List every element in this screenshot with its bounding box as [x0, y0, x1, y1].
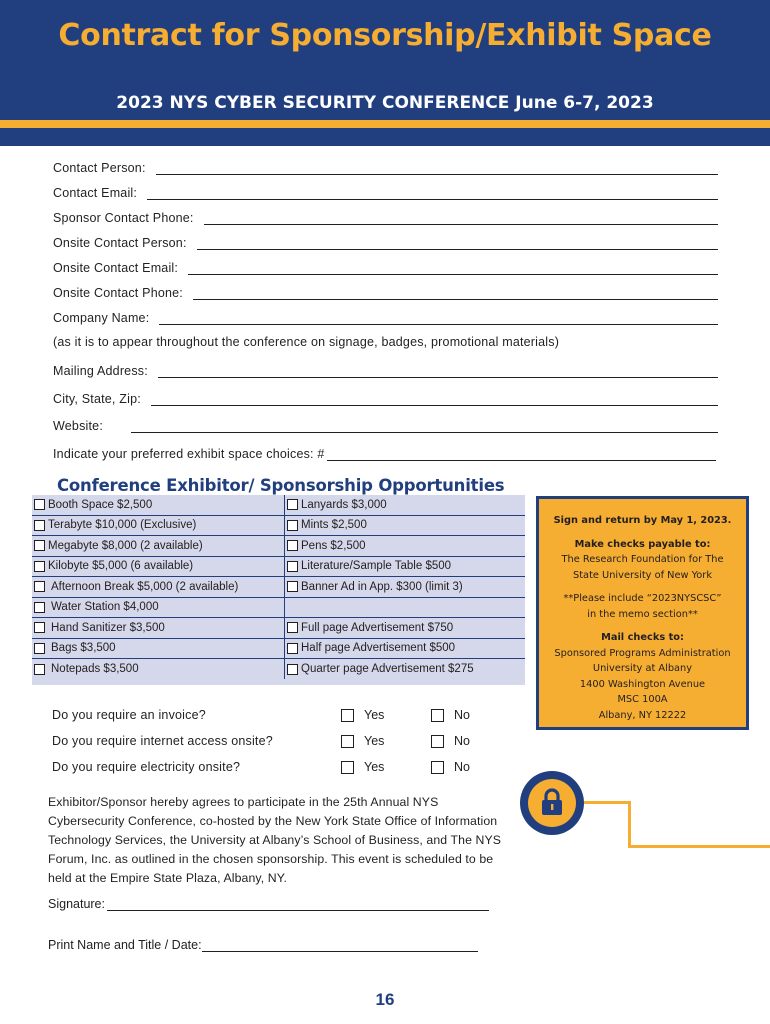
field-label: Mailing Address: [53, 364, 148, 378]
option-internet-yes[interactable] [341, 734, 384, 748]
field-label: City, State, Zip: [53, 392, 141, 406]
address-line: MSC 100A [617, 694, 668, 705]
checkbox[interactable] [287, 664, 298, 675]
opportunity-row[interactable] [285, 577, 525, 598]
opportunity-label: Booth Space $2,500 [48, 498, 153, 511]
opportunity-label: Banner Ad in App. $300 (limit 3) [301, 580, 463, 593]
opportunity-label: Bags $3,500 [51, 642, 116, 655]
option-label: No [454, 760, 470, 774]
opportunities-right-column [284, 495, 525, 679]
option-internet-no[interactable] [431, 734, 470, 748]
fill-line[interactable] [156, 163, 718, 175]
memo-line: in the memo section** [587, 608, 698, 620]
conference-subtitle: 2023 NYS CYBER SECURITY CONFERENCE June 6-7, 2023 [116, 93, 654, 113]
option-electricity-yes[interactable] [341, 760, 384, 774]
sign-return-note: Sign and return by May 1, 2023. [553, 515, 732, 526]
checkbox[interactable] [287, 622, 298, 633]
opportunity-label: Terabyte $10,000 (Exclusive) [48, 519, 197, 532]
question-internet: Do you require internet access onsite? [52, 734, 273, 748]
opportunity-row[interactable] [32, 639, 284, 660]
question-invoice: Do you require an invoice? [52, 708, 206, 722]
fill-line[interactable] [131, 421, 718, 433]
fill-line[interactable] [147, 188, 718, 200]
checkbox[interactable] [34, 520, 45, 531]
question-electricity: Do you require electricity onsite? [52, 760, 241, 774]
field-onsite-person[interactable] [53, 234, 718, 250]
opportunity-row[interactable] [32, 577, 284, 598]
header-stripe [0, 120, 770, 128]
checkbox[interactable] [287, 643, 298, 654]
opportunity-label: Afternoon Break $5,000 (2 available) [51, 580, 239, 593]
opportunities-title: Conference Exhibitor/ Sponsorship Opportunities [57, 476, 505, 495]
checkbox[interactable] [34, 540, 45, 551]
address-line: Sponsored Programs Administration [554, 647, 731, 659]
checkbox[interactable] [34, 643, 45, 654]
field-label: Contact Email: [53, 186, 138, 200]
opportunity-row[interactable] [285, 536, 525, 557]
option-electricity-no[interactable] [431, 760, 470, 774]
fill-line[interactable] [158, 366, 718, 378]
print-name-line[interactable] [202, 940, 478, 952]
field-label: Onsite Contact Person: [53, 236, 187, 250]
address-line: Albany, NY 12222 [598, 709, 687, 721]
payee-line: State University of New York [573, 569, 712, 581]
checkbox[interactable] [34, 581, 45, 592]
opportunity-label: Literature/Sample Table $500 [301, 560, 452, 573]
signature-field[interactable] [48, 895, 489, 911]
opportunity-label: Quarter page Advertisement $275 [301, 663, 474, 676]
opportunity-row[interactable] [285, 495, 525, 516]
field-label: Sponsor Contact Phone: [53, 211, 194, 225]
checkbox[interactable] [341, 761, 354, 774]
checkbox[interactable] [431, 735, 444, 748]
page-number: 16 [375, 990, 395, 1009]
opportunity-label: Full page Advertisement $750 [301, 621, 454, 634]
checkbox[interactable] [287, 561, 298, 572]
field-city-state-zip[interactable] [53, 390, 718, 406]
opportunity-label: Water Station $4,000 [51, 601, 159, 614]
lock-icon [540, 787, 564, 817]
opportunity-label: Half page Advertisement $500 [301, 642, 456, 655]
opportunity-label: Megabyte $8,000 (2 available) [48, 539, 203, 552]
decor-line [628, 801, 631, 847]
opportunity-label: Notepads $3,500 [51, 663, 139, 676]
mail-checks-heading: Mail checks to: [601, 632, 684, 643]
payee-line: The Research Foundation for The [561, 554, 724, 565]
option-label: No [454, 708, 470, 722]
fill-line[interactable] [151, 394, 718, 406]
field-label: Company Name: [53, 311, 150, 325]
checkbox[interactable] [287, 540, 298, 551]
field-contact-email[interactable] [53, 184, 718, 200]
field-label: Onsite Contact Phone: [53, 286, 183, 300]
company-note: (as it is to appear throughout the conference on signage, badges, promotional materials) [53, 335, 560, 349]
checkbox[interactable] [34, 602, 45, 613]
fill-line[interactable] [188, 263, 718, 275]
fill-line[interactable] [197, 238, 718, 250]
signature-line[interactable] [107, 899, 489, 911]
agreement-text: Exhibitor/Sponsor hereby agrees to participate in the 25th Annual NYS Cybersecurity Conference, co-hosted by the New York State Office of Information Technology Services, the University at Albany’s School of Business, and The NYS Forum, Inc. as outlined in the chosen sponsorship. This event is scheduled to be held at the Empire State Plaza, Albany, NY. [48, 795, 502, 885]
opportunity-row-empty [285, 598, 525, 619]
field-label: Indicate your preferred exhibit space choices: # [53, 447, 325, 461]
checkbox[interactable] [34, 499, 45, 510]
checkbox[interactable] [287, 581, 298, 592]
opportunity-row[interactable] [285, 639, 525, 660]
option-invoice-yes[interactable] [341, 708, 384, 722]
address-line: University at Albany [592, 663, 693, 674]
opportunity-label: Kilobyte $5,000 (6 available) [48, 560, 194, 573]
field-label: Onsite Contact Email: [53, 261, 179, 275]
field-onsite-phone[interactable] [53, 284, 718, 300]
field-company-name[interactable] [53, 309, 718, 325]
option-invoice-no[interactable] [431, 708, 470, 722]
field-mailing-address[interactable] [53, 362, 718, 378]
opportunity-row[interactable] [285, 516, 525, 537]
fill-line[interactable] [159, 313, 718, 325]
opportunity-row[interactable] [32, 495, 284, 516]
checkbox[interactable] [287, 499, 298, 510]
signature-label: Signature: [48, 897, 105, 911]
checkbox[interactable] [34, 561, 45, 572]
print-name-field[interactable] [48, 936, 478, 952]
opportunities-table [32, 495, 525, 685]
payment-info-box [536, 496, 749, 730]
opportunities-left-column [32, 495, 284, 680]
field-contact-person[interactable] [53, 159, 718, 175]
field-sponsor-phone[interactable] [53, 209, 718, 225]
option-label: No [454, 734, 470, 748]
checkbox[interactable] [287, 520, 298, 531]
checkbox[interactable] [431, 709, 444, 722]
opportunity-label: Lanyards $3,000 [301, 498, 387, 511]
field-onsite-email[interactable] [53, 259, 718, 275]
fill-line[interactable] [327, 449, 716, 461]
print-name-label: Print Name and Title / Date: [48, 938, 202, 952]
opportunity-row[interactable] [32, 557, 284, 578]
opportunity-row[interactable] [32, 516, 284, 537]
checkbox[interactable] [341, 735, 354, 748]
fill-line[interactable] [204, 213, 718, 225]
page-title: Contract for Sponsorship/Exhibit Space [58, 18, 712, 53]
opportunity-row[interactable] [32, 618, 284, 639]
opportunity-row[interactable] [285, 659, 525, 680]
memo-line: **Please include “2023NYSCSC” [563, 593, 722, 604]
checkbox[interactable] [431, 761, 444, 774]
option-label: Yes [364, 734, 385, 748]
decor-line [584, 801, 630, 804]
field-exhibit-space[interactable] [53, 445, 716, 461]
field-website[interactable] [53, 417, 718, 433]
fill-line[interactable] [193, 288, 718, 300]
checkbox[interactable] [34, 622, 45, 633]
checkbox[interactable] [34, 664, 45, 675]
decor-line [628, 845, 770, 848]
opportunity-label: Mints $2,500 [301, 519, 367, 532]
option-label: Yes [364, 708, 385, 722]
opportunity-label: Hand Sanitizer $3,500 [51, 621, 165, 634]
checks-payable-heading: Make checks payable to: [574, 538, 711, 550]
opportunity-row[interactable] [32, 536, 284, 557]
field-label: Website: [53, 419, 104, 433]
opportunity-row[interactable] [32, 659, 284, 680]
address-line: 1400 Washington Avenue [579, 678, 706, 690]
opportunity-row[interactable] [285, 557, 525, 578]
checkbox[interactable] [341, 709, 354, 722]
opportunity-label: Pens $2,500 [301, 539, 366, 552]
option-label: Yes [364, 760, 385, 774]
opportunity-row[interactable] [285, 618, 525, 639]
opportunity-row[interactable] [32, 598, 284, 619]
field-label: Contact Person: [53, 161, 146, 175]
